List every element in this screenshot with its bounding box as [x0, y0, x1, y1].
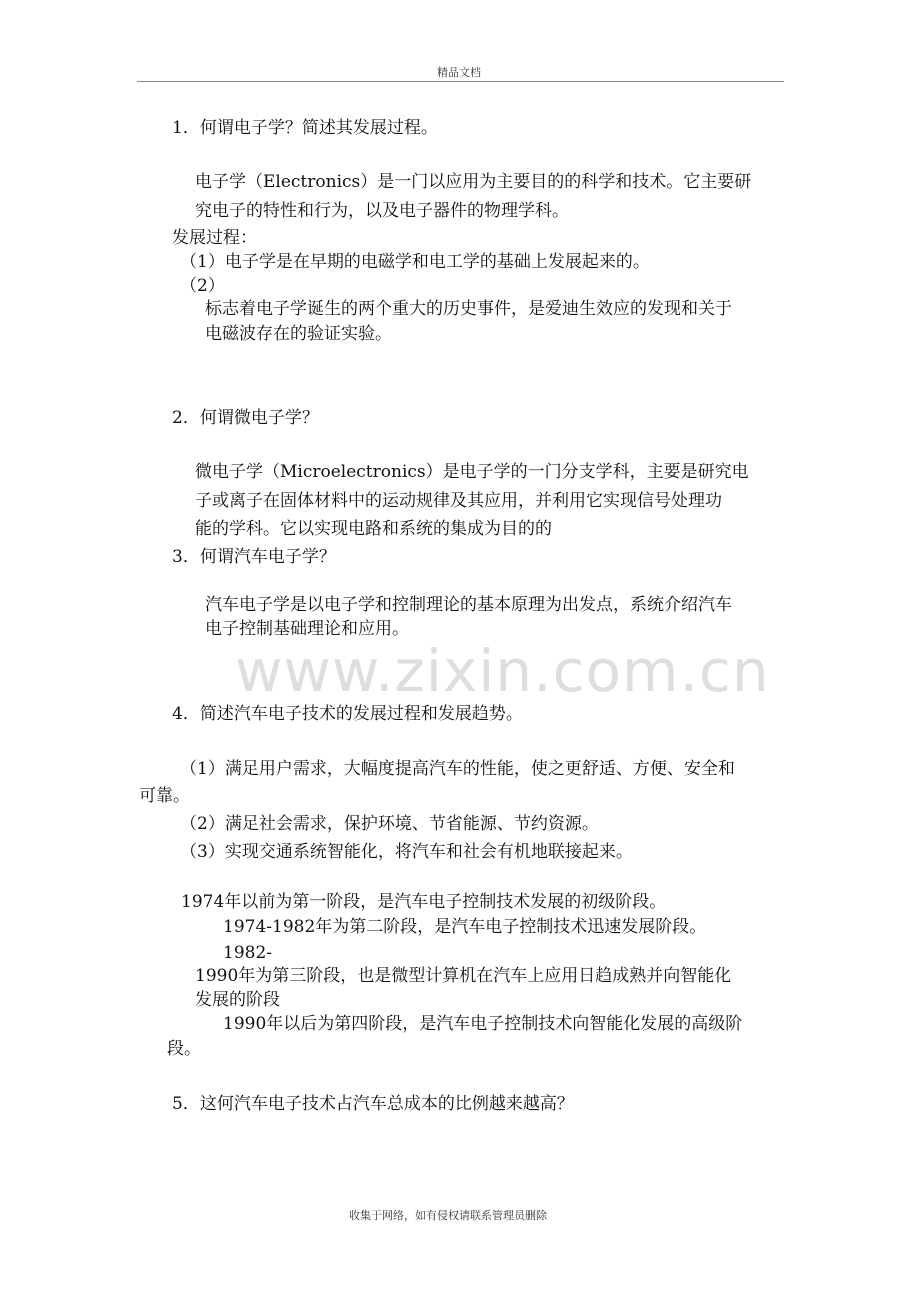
q1-answer-line1: 电子学（Electronics）是一门以应用为主要目的的科学和技术。它主要研 — [195, 172, 752, 192]
q4-trend3: （3）实现交通系统智能化，将汽车和社会有机地联接起来。 — [180, 842, 633, 862]
q3-question: 3．何谓汽车电子学？ — [172, 547, 336, 567]
q1-item2-label: （2） — [180, 276, 225, 296]
q2-answer-line3: 能的学科。它以实现电路和系统的集成为目的的 — [195, 519, 552, 539]
q4-question: 4．简述汽车电子技术的发展过程和发展趋势。 — [172, 704, 523, 724]
q1-answer-line2: 究电子的特性和行为，以及电子器件的物理学科。 — [195, 201, 569, 221]
q2-answer-line2: 子或离子在固体材料中的运动规律及其应用，并利用它实现信号处理功 — [195, 491, 722, 511]
q4-trend1-line1: （1）满足用户需求，大幅度提高汽车的性能，使之更舒适、方便、安全和 — [180, 759, 735, 779]
q4-trend1-line2: 可靠。 — [139, 786, 190, 806]
q4-stage3-line2: 1990年为第三阶段，也是微型计算机在汽车上应用日趋成熟并向智能化 — [195, 966, 732, 986]
q4-stage1: 1974年以前为第一阶段，是汽车电子控制技术发展的初级阶段。 — [181, 892, 667, 912]
q4-stage4-line1: 1990年以后为第四阶段，是汽车电子控制技术向智能化发展的高级阶 — [223, 1014, 743, 1034]
q2-answer-line1: 微电子学（Microelectronics）是电子学的一门分支学科，主要是研究电 — [195, 462, 749, 482]
header-title: 精品文档 — [437, 66, 481, 79]
q1-item1: （1）电子学是在早期的电磁学和电工学的基础上发展起来的。 — [180, 252, 650, 272]
q3-answer-line2: 电子控制基础理论和应用。 — [205, 619, 409, 639]
q1-development-label: 发展过程： — [172, 228, 257, 248]
header-rule — [137, 81, 784, 82]
q4-stage3-line3: 发展的阶段 — [195, 990, 280, 1010]
q3-answer-line1: 汽车电子学是以电子学和控制理论的基本原理为出发点，系统介绍汽车 — [205, 595, 732, 615]
q1-question: 1．何谓电子学？简述其发展过程。 — [172, 118, 438, 138]
q5-question: 5．这何汽车电子技术占汽车总成本的比例越来越高？ — [172, 1094, 574, 1114]
watermark: www.zixin.com.cn — [235, 637, 770, 705]
q4-stage4-line2: 段。 — [167, 1039, 201, 1059]
q1-item2-line2: 电磁波存在的验证实验。 — [205, 324, 392, 344]
q2-question: 2．何谓微电子学？ — [172, 408, 319, 428]
footer-note: 收集于网络，如有侵权请联系管理员删除 — [349, 1209, 547, 1222]
q1-item2-line1: 标志着电子学诞生的两个重大的历史事件，是爱迪生效应的发现和关于 — [205, 299, 732, 319]
q4-stage2: 1974-1982年为第二阶段，是汽车电子控制技术迅速发展阶段。 — [223, 917, 707, 937]
q4-stage3-line1: 1982- — [223, 943, 273, 963]
q4-trend2: （2）满足社会需求，保护环境、节省能源、节约资源。 — [180, 814, 599, 834]
